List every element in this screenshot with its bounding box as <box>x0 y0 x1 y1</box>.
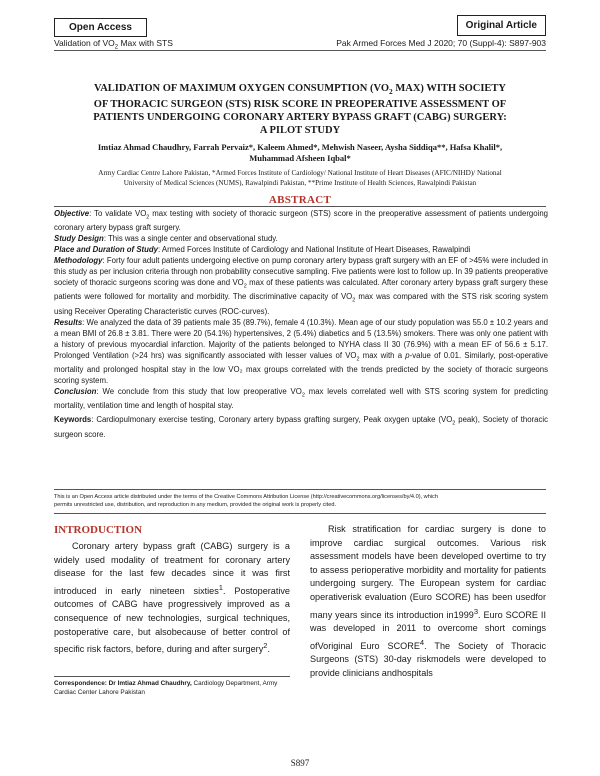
introduction-heading: INTRODUCTION <box>54 524 143 536</box>
abstract-bottom-rule <box>54 489 546 490</box>
abstract-keywords: Keywords: Cardiopulmonary exercise testing, Coronary artery bypass grafting surgery, Peak oxygen uptake ($VO_2$ peak), Society of thoracic surgeon score. <box>54 415 548 439</box>
abstract-results: Results: We analyzed the data of 39 patients male 35 (89.7%), female 4 (10.3%). Mean age of our study population was 55.0 ± 10.2 years and a mean BMI of 26.8 ± 3.81. There were 20 (54.1%) hypertensives, 2 (5.4%) diabetics and 5 (13.5%) smokers. There was only one patient with a history of previous myocardial infarction. Majority of the patients belonged to NYHA class II 30 (76.9%) with a mean EF of 56.6 ± 5.17. Prolonged Ventilation (>24 hrs) was significantly associated with lesser values of $VO_2$ max with a p-value of 0.01. Similarly, post-operative mortality and prolonged hospital stay in the low VO₂ max groups correlated with the trends predicted by the society of thoracic surgeons scoring system. <box>54 317 548 385</box>
article-type-badge: Original Article <box>457 15 546 36</box>
correspondence-rule <box>54 676 290 677</box>
license-rule <box>54 513 546 514</box>
journal-citation: Pak Armed Forces Med J 2020; 70 (Suppl-4): S897-903 <box>336 38 546 48</box>
abstract-top-rule <box>54 206 546 207</box>
introduction-left-column: Coronary artery bypass graft (CABG) surgery is a widely used modality of treatment for coronary artery disease for the last few decades since it was first introduced in early nineteen sixties$^1$. Postoperative outcomes of CABG have progressively improved as a consequence of new technologies, surgical techniques, postoperative care, but alsobecause of better control of specific risk factors, before, during and after surgery$^2$. <box>54 541 290 655</box>
introduction-right-column: Risk stratification for cardiac surgery is done to improve cardiac surgical outcomes. Various risk assessment models have been developed overtime to try to assess perioperative morbidity and mortality for patients undergoing surgery. The European system for cardiac operativerisk evaluation (Euro SCORE) has been usedfor many years since its introduction in1999$^3$. Euro SCORE II was developed in 2011 to overcome short comings ofVoriginal Euro SCORE$^4$. The Society of Thoracic Surgeons (STS) 30-day riskmodels were developed to provide clinicians andhospitals <box>310 524 546 678</box>
abstract-place: Place and Duration of Study: Armed Forces Institute of Cardiology and National Institute of Heart Diseases, Rawalpindi <box>54 245 471 255</box>
running-title: Validation of $VO_2$ Max with STS <box>54 38 173 51</box>
abstract-body <box>54 209 548 441</box>
open-access-badge: Open Access <box>54 18 147 37</box>
license-notice: This is an Open Access article distributed under the terms of the Creative Commons Attribution License (http://creativecommons.org/licenses/by/4.0), which permits unrestricted use, distribution, and reproduction in any medium, provided the original work is properly cited. <box>54 494 438 508</box>
abstract-design: Study Design: This was a single center and observational study. <box>54 234 278 244</box>
correspondence-note: Correspondence: Dr Imtiaz Ahmad Chaudhry, Cardiology Department, Army Cardiac Center Lahore Pakistan <box>54 680 278 696</box>
page-number: S897 <box>290 758 310 768</box>
article-title: VALIDATION OF MAXIMUM OXYGEN CONSUMPTION ($VO_2$ MAX) WITH SOCIETY OF THORACIC SURGEON (STS) RISK SCORE IN PREOPERATIVE ASSESSMENT OF PATIENTS UNDERGOING CORONARY ARTERY BYPASS GRAFT (CABG) SURGERY: A PILOT STUDY <box>93 83 507 137</box>
header-rule <box>54 50 546 51</box>
author-list: Imtiaz Ahmad Chaudhry, Farrah Pervaiz*, Kaleem Ahmed*, Mehwish Naseer, Aysha Siddiqa**, Hafsa Khalil*, Muhammad Afsheen Iqbal* <box>97 142 503 163</box>
abstract-methodology: Methodology: Forty four adult patients undergoing elective on pump coronary artery bypass graft surgery with an EF of >45% were included in this study as per inclusion criteria through non probability consecutive sampling. Five patients were lost to follow up. In 39 patients preoperative society of thoracic surgeons scoring was done and $VO_2$ max of these patients was calculated. After coronary artery bypass graft surgery these patients were followed for mortality and morbidity. The discriminative capacity of $VO_2$ max was compared with the STS risk scoring system using Receiver Operating Characteristic curves (ROC-curves). <box>54 256 548 316</box>
abstract-objective: Objective: To validate $VO_2$ max testing with society of thoracic surgeon (STS) score in the preoperative assessment of patients undergoing coronary artery bypass graft surgery. <box>54 209 548 233</box>
abstract-heading: ABSTRACT <box>268 194 332 206</box>
affiliations: Army Cardiac Centre Lahore Pakistan, *Armed Forces Institute of Cardiology/ National Institute of Heart Diseases (AFIC/NIHD)/ National University of Medical Sciences (NUMS), Rawalpindi Pakistan, **Prime Institute of Health Sciences, Rawalpindi Pakistan <box>98 169 502 187</box>
abstract-conclusion: Conclusion: We conclude from this study that low preoperative $VO_2$ max levels correlated well with STS scoring system for predicting mortality, ventilation time and length of hospital stay. <box>54 386 548 411</box>
